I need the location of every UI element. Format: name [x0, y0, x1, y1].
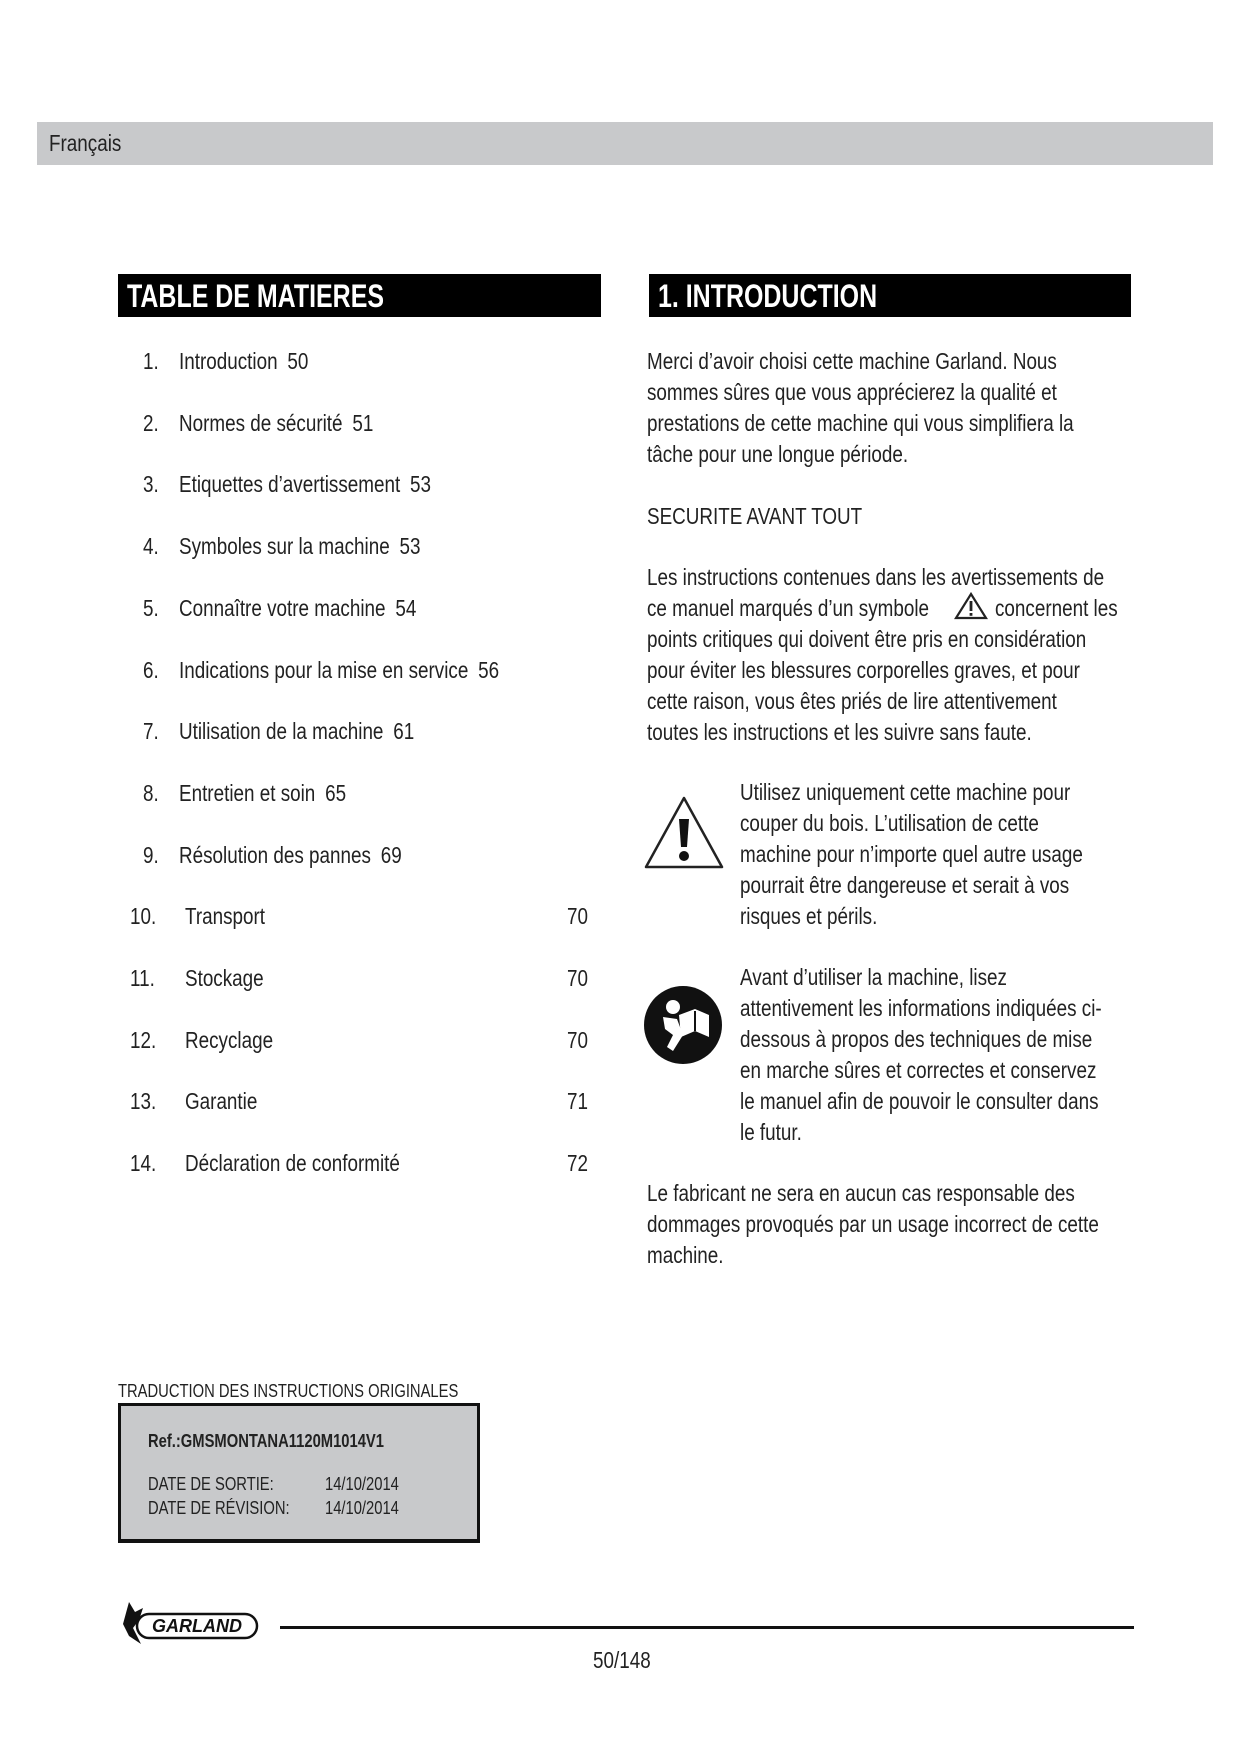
page-number: 50/148: [593, 1647, 651, 1673]
warning-text-line: pourrait être dangereuse et serait à vos: [740, 872, 1070, 898]
language-header-bar: [37, 122, 1213, 165]
toc-item-label: [179, 469, 431, 500]
footer-rule: [280, 1626, 1134, 1629]
toc-header: [118, 274, 601, 317]
toc-item-label-text: Etiquettes d’avertissement: [179, 471, 401, 498]
intro-line: Les instructions contenues dans les avertissements de: [647, 564, 1105, 590]
toc-item-page: 50: [287, 348, 309, 374]
toc-item-number: 6.: [143, 656, 159, 683]
toc-title: TABLE DE MATIERES: [127, 278, 384, 314]
intro-line: toutes les instructions et les suivre sans faute.: [647, 719, 1032, 745]
manual-text-line: Avant d’utiliser la machine, lisez: [740, 964, 1007, 990]
toc-item-number: 9.: [143, 841, 159, 868]
intro-line: cette raison, vous êtes priés de lire attentivement: [647, 688, 1057, 714]
toc-item-number: 7.: [143, 718, 159, 745]
manual-text-line: le manuel afin de pouvoir le consulter dans: [740, 1088, 1099, 1114]
toc-item-number: 12.: [130, 1026, 157, 1053]
toc-item-label: [179, 346, 308, 377]
release-date: 14/10/2014: [325, 1474, 399, 1494]
warning-text-line: Utilisez uniquement cette machine pour: [740, 779, 1071, 805]
toc-item-page: 70: [567, 1026, 588, 1053]
toc-item-label: [179, 593, 416, 624]
translation-caption: TRADUCTION DES INSTRUCTIONS ORIGINALES: [118, 1381, 459, 1401]
toc-item-number: 5.: [143, 594, 159, 621]
toc-item-page: 71: [567, 1088, 588, 1115]
intro-line: Le fabricant ne sera en aucun cas responsable des: [647, 1180, 1075, 1206]
toc-item-label: [179, 408, 373, 439]
intro-line: ce manuel marqués d’un symbole: [647, 595, 930, 621]
toc-item-page: 72: [567, 1150, 588, 1177]
manual-text-line: en marche sûres et correctes et conservez: [740, 1057, 1097, 1083]
manual-text-line: le futur.: [740, 1119, 802, 1145]
toc-item-label-text: Entretien et soin: [179, 779, 316, 806]
warning-triangle-icon: [954, 592, 988, 620]
toc-item-page: 70: [567, 903, 588, 930]
intro-line: pour éviter les blessures corporelles graves, et pour: [647, 657, 1080, 683]
toc-item-label: Recyclage: [185, 1026, 274, 1053]
toc-item-page: 65: [325, 779, 347, 806]
intro-line: sommes sûres que vous apprécierez la qualité et: [647, 379, 1057, 405]
toc-item-number: 14.: [130, 1150, 157, 1177]
reference-box: [118, 1403, 480, 1543]
warning-text-line: risques et périls.: [740, 903, 878, 929]
intro-line: dommages provoqués par un usage incorrect de cette: [647, 1211, 1099, 1237]
warning-triangle-icon: [643, 795, 725, 871]
toc-item-label-text: Introduction: [179, 348, 278, 374]
warning-text-line: machine pour n’importe quel autre usage: [740, 841, 1083, 867]
toc-item-number: 13.: [130, 1088, 157, 1115]
toc-item-page: 69: [380, 841, 402, 868]
toc-item-label-text: Connaître votre machine: [179, 594, 386, 621]
toc-item-label: Stockage: [185, 965, 264, 991]
language-label: Français: [49, 130, 122, 156]
toc-item-label: Déclaration de conformité: [185, 1150, 400, 1177]
intro-line: tâche pour une longue période.: [647, 441, 909, 467]
read-manual-icon: [643, 985, 723, 1065]
toc-item-label-text: Normes de sécurité: [179, 409, 343, 436]
intro-line: concernent les: [995, 595, 1118, 621]
intro-line: Merci d’avoir choisi cette machine Garland. Nous: [647, 348, 1057, 374]
toc-item-label-text: Symboles sur la machine: [179, 533, 390, 560]
toc-item-page: 54: [395, 594, 417, 621]
toc-item-page: 51: [352, 409, 374, 436]
toc-item-number: 11.: [130, 965, 155, 991]
revision-date: 14/10/2014: [325, 1498, 399, 1518]
intro-line: points critiques qui doivent être pris en considération: [647, 626, 1087, 652]
toc-item-number: 4.: [143, 533, 159, 560]
toc-item-label: Transport: [185, 903, 266, 930]
release-date-label: DATE DE SORTIE:: [148, 1474, 274, 1494]
toc-item-label-text: Résolution des pannes: [179, 841, 371, 868]
reference-code: Ref.:GMSMONTANA1120M1014V1: [148, 1431, 384, 1451]
toc-item-label: Garantie: [185, 1088, 258, 1115]
intro-header: [649, 274, 1131, 317]
toc-item-page: 70: [567, 965, 588, 991]
toc-item-number: 3.: [143, 471, 159, 498]
toc-item-label: [179, 531, 421, 562]
toc-item-page: 53: [399, 533, 421, 560]
toc-item-label: [179, 778, 346, 809]
toc-item-label: [179, 716, 414, 747]
toc-item-page: 61: [393, 718, 415, 745]
toc-item-number: 10.: [130, 903, 157, 930]
toc-item-number: 1.: [143, 348, 159, 374]
warning-text-line: couper du bois. L’utilisation de cette: [740, 810, 1039, 836]
toc-item-label: [179, 655, 499, 686]
intro-line: machine.: [647, 1242, 724, 1268]
safety-heading: SECURITE AVANT TOUT: [647, 503, 863, 529]
intro-line: prestations de cette machine qui vous simplifiera la: [647, 410, 1074, 436]
toc-item-page: 53: [410, 471, 432, 498]
toc-item-label-text: Utilisation de la machine: [179, 718, 384, 745]
toc-item-number: 8.: [143, 779, 159, 806]
toc-item-page: 56: [478, 656, 500, 683]
toc-item-number: 2.: [143, 409, 159, 436]
garland-logo: [121, 1598, 261, 1648]
toc-item-label-text: Indications pour la mise en service: [179, 656, 469, 683]
revision-date-label: DATE DE RÉVISION:: [148, 1498, 290, 1518]
svg-text:GARLAND: GARLAND: [152, 1616, 242, 1636]
intro-title: 1. INTRODUCTION: [658, 278, 878, 314]
manual-text-line: attentivement les informations indiquées ci-: [740, 995, 1102, 1021]
manual-text-line: dessous à propos des techniques de mise: [740, 1026, 1093, 1052]
toc-item-label: [179, 840, 402, 871]
